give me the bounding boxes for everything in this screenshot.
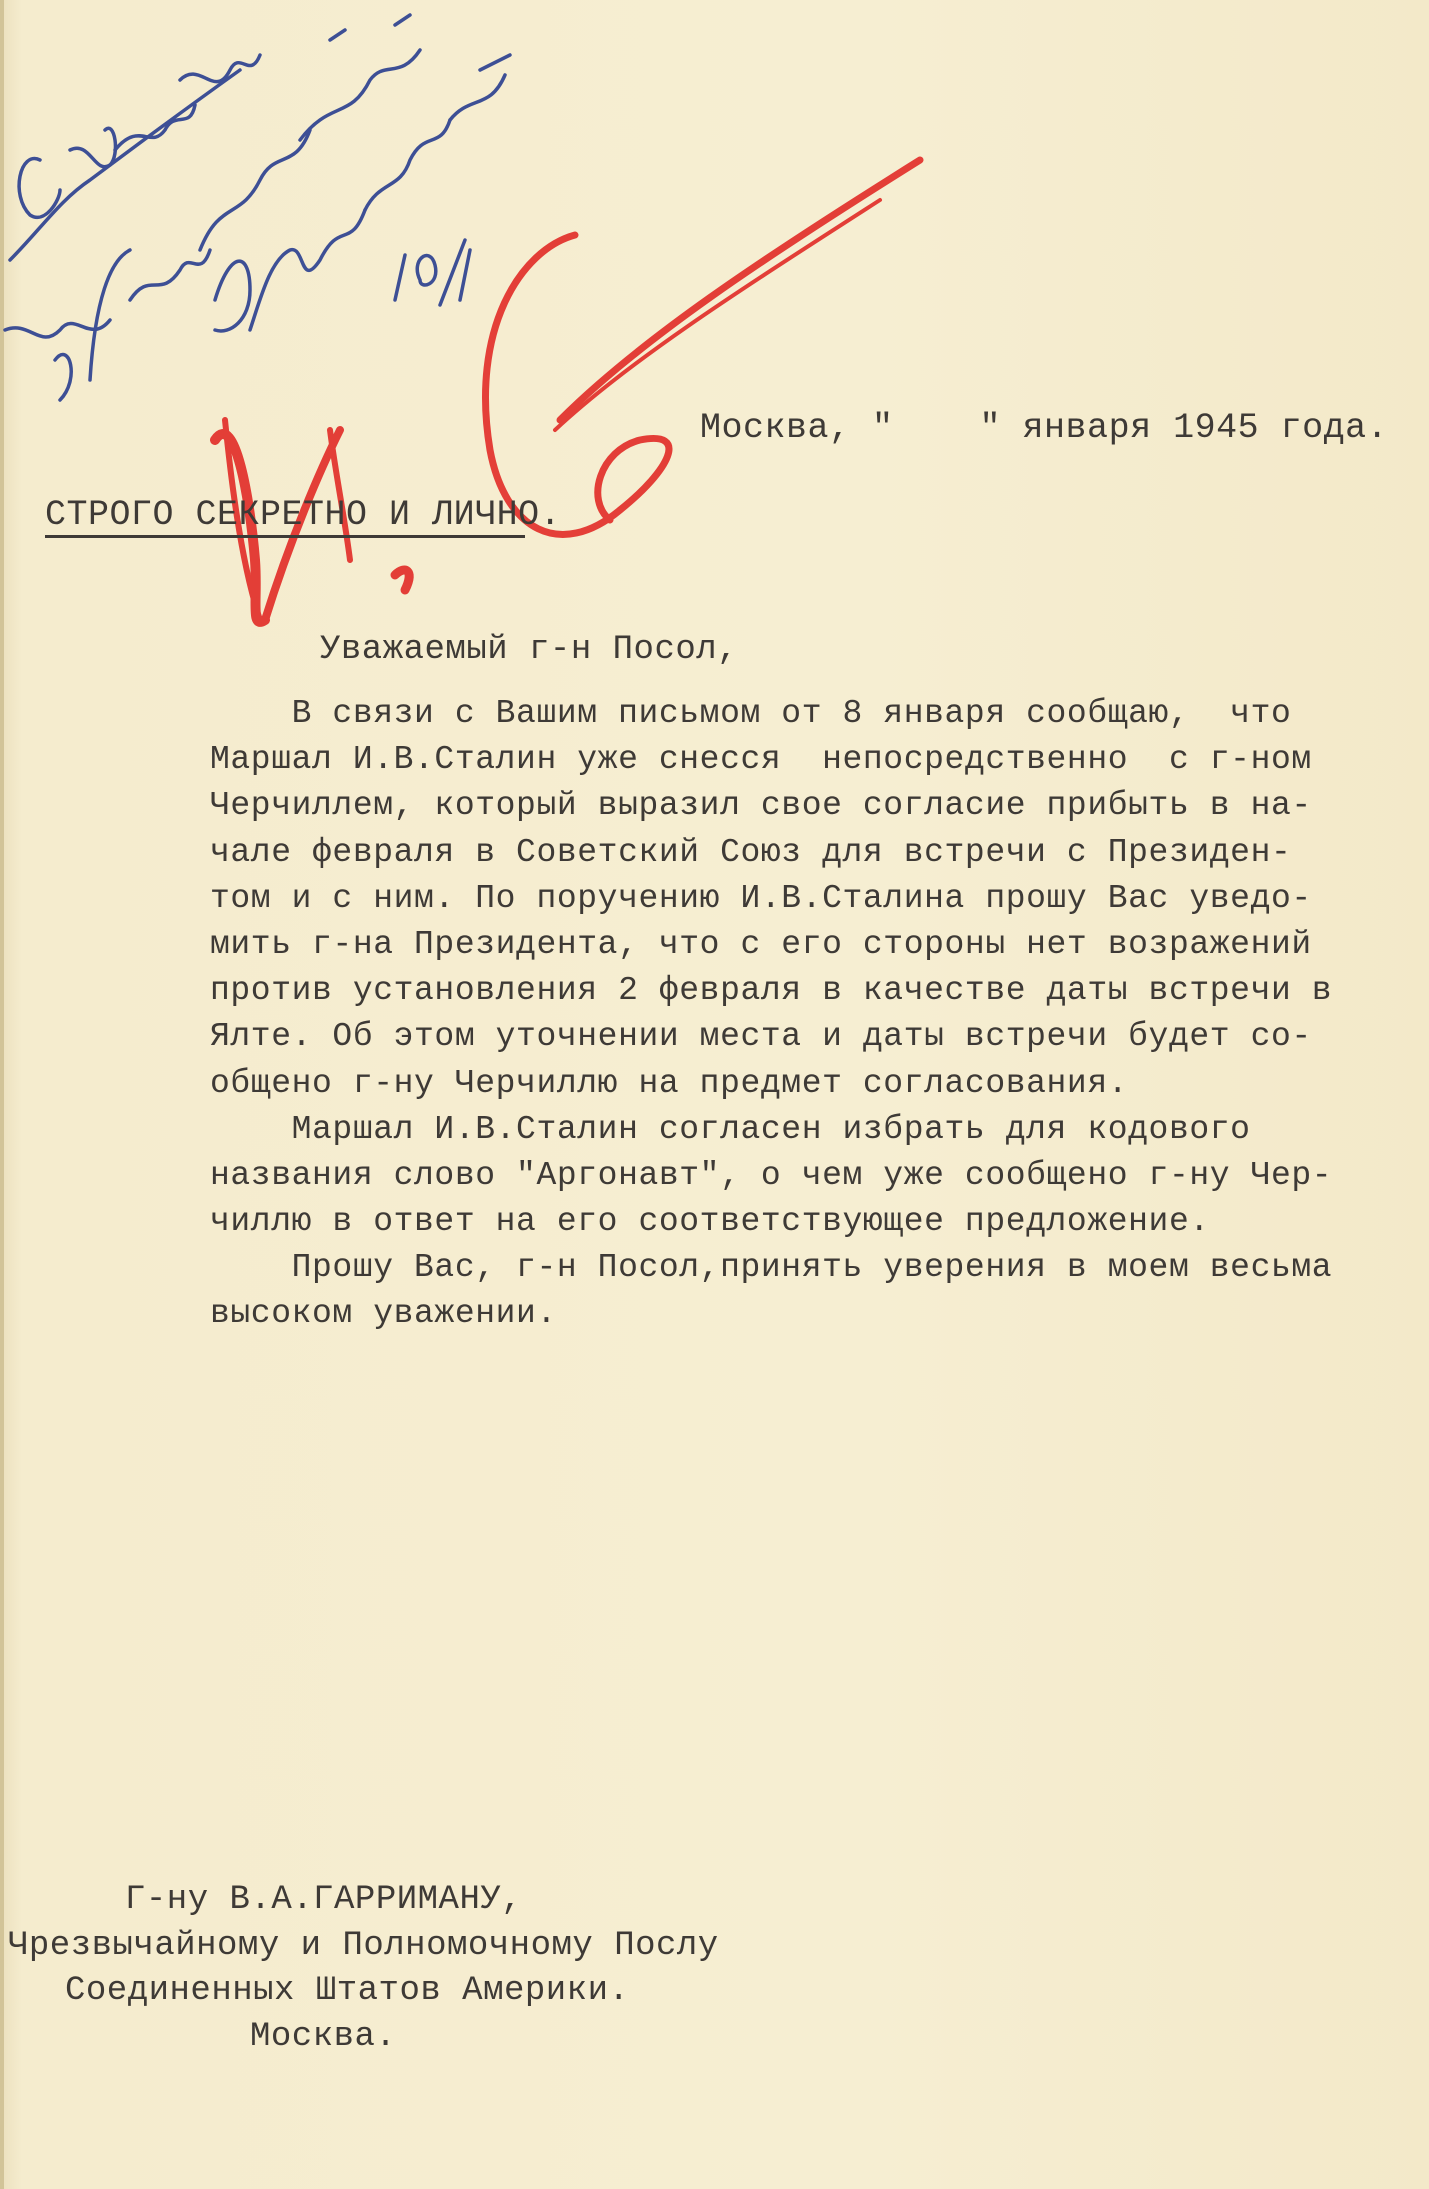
body-line: Прошу Вас, г-н Посол,принять уверения в моем весьма (210, 1249, 1333, 1286)
paper-edge (0, 0, 4, 2189)
addressee-country: Соединенных Штатов Америки. (65, 1972, 630, 2010)
body-line: высоком уважении. (210, 1295, 557, 1332)
body-line: Маршал И.В.Сталин уже снесся непосредственно с г-ном (210, 741, 1312, 778)
body-line: чиллю в ответ на его соответствующее предложение. (210, 1203, 1210, 1240)
classification-marking: СТРОГО СЕКРЕТНО И ЛИЧНО. (45, 495, 562, 535)
body-line: Маршал И.В.Сталин согласен избрать для кодового (210, 1111, 1251, 1148)
salutation: Уважаемый г-н Посол, (320, 631, 739, 669)
addressee-name: Г-ну В.А.ГАРРИМАНУ, (125, 1881, 523, 1919)
classification-underline (45, 535, 525, 538)
body-line: против установления 2 февраля в качестве даты встречи в (210, 972, 1333, 1009)
date-line: Москва, " " января 1945 года. (700, 408, 1389, 448)
body-line: названия слово "Аргонавт", о чем уже сообщено г-ну Чер- (210, 1157, 1333, 1194)
addressee-title: Чрезвычайному и Полномочному Послу (8, 1927, 719, 1965)
blue-resolution-handwriting (5, 15, 510, 400)
addressee-city: Москва. (250, 2018, 397, 2056)
body-line: общено г-ну Черчиллю на предмет согласования. (210, 1065, 1129, 1102)
body-line: В связи с Вашим письмом от 8 января сообщаю, что (210, 695, 1292, 732)
body-line: Черчиллем, который выразил свое согласие прибыть в на- (210, 787, 1312, 824)
body-line: Ялте. Об этом уточнении места и даты встречи будет со- (210, 1018, 1312, 1055)
body-line: том и с ним. По поручению И.В.Сталина прошу Вас уведо- (210, 880, 1312, 917)
red-approval-mark (215, 160, 920, 622)
body-line: мить г-на Президента, что с его стороны нет возражений (210, 926, 1312, 963)
body-line: чале февраля в Советский Союз для встречи с Президен- (210, 834, 1292, 871)
